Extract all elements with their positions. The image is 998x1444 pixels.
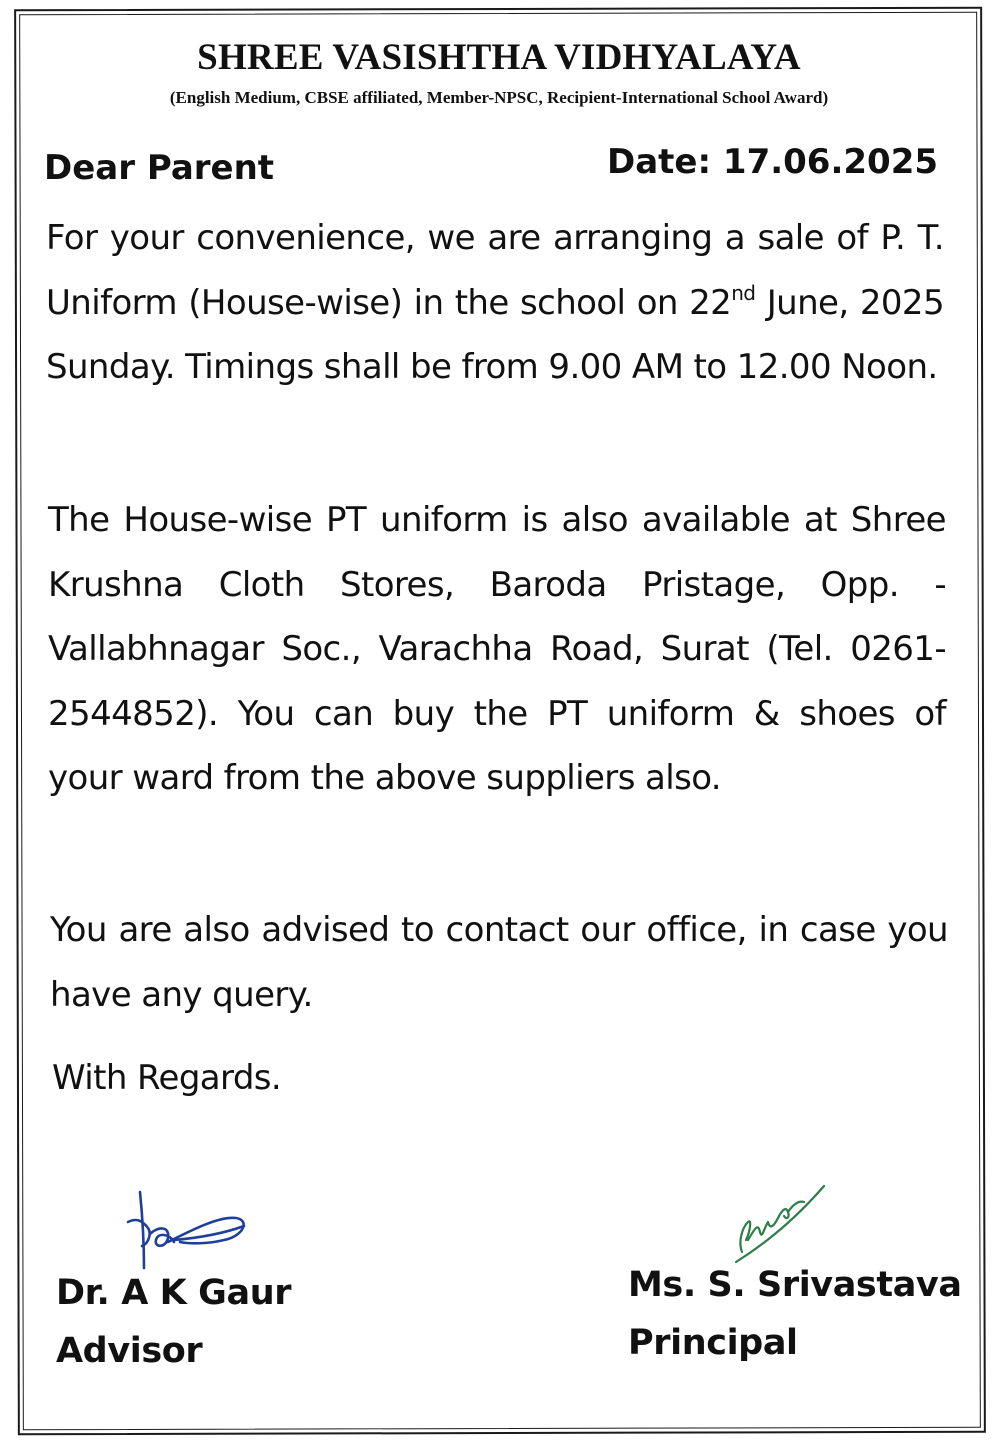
school-subtitle: (English Medium, CBSE affiliated, Member-NPSC, Recipient-International School Award) (169, 88, 829, 107)
principal-title: Principal (628, 1323, 798, 1363)
paragraph-sale-text-1: For your convenience, we are arranging a sale of P. T. Uniform (House-wise) in the school on 22 (46, 218, 944, 323)
principal-signatory (628, 1256, 962, 1372)
paragraph-sale-notice (46, 206, 944, 400)
salutation: Dear Parent (44, 148, 275, 188)
notice-date: Date: 17.06.2025 (607, 142, 939, 182)
paragraph-contact-office: You are also advised to contact our office, in case you have any query. (50, 910, 948, 1015)
closing-regards: With Regards. (52, 1058, 282, 1098)
advisor-signatory (56, 1264, 291, 1380)
paragraph-store-info: The House-wise PT uniform is also available at Shree Krushna Cloth Stores, Baroda Pristage, Opp. - Vallabhnagar Soc., Varachha Road, Surat (Tel. 0261-2544852). You can buy the PT uniform & shoes of your ward from the above suppliers also. (48, 500, 946, 798)
advisor-title: Advisor (56, 1331, 203, 1371)
advisor-name: Dr. A K Gaur (56, 1273, 292, 1313)
school-name: SHREE VASISHTHA VIDHYALAYA (197, 37, 801, 78)
paragraph-sale-text-2: June, 2025 Sunday. Timings shall be from 9.00 AM to 12.00 Noon. (46, 282, 944, 387)
ordinal-suffix: nd (731, 280, 756, 305)
principal-name: Ms. S. Srivastava (628, 1265, 962, 1305)
